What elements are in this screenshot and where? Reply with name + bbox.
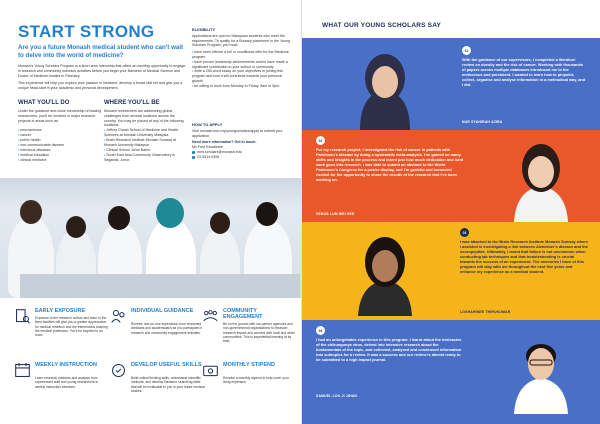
contact-email[interactable]: med.scholars@monash.edu <box>197 149 242 154</box>
student-head <box>20 200 42 224</box>
list-item: • be willing to work from Monday to Friday, 8am to 5pm. <box>192 84 292 89</box>
benefit-develop-skills <box>110 362 205 412</box>
testimonials-title: WHAT OUR YOUNG SCHOLARS SAY <box>322 22 442 29</box>
list-item: • clinical medicine. <box>18 158 102 163</box>
list-item: • write a 250-word essay on your objectives in joining this program and how it will contribute towards your personal growth <box>192 69 292 83</box>
testimonial-quote: I had an unforgettable experience in this program. I learnt about the intricacies of the chikungunya virus, delved into intensive research about the fundamentals of the topic, and collected, analysed and condensed information into subtopics for a review. It was a success and our review is almost ready to be submitted to a high impact journal. <box>316 337 462 362</box>
benefit-weekly-instruction <box>14 362 109 412</box>
benefit-heading: MONTHLY STIPEND <box>223 362 275 368</box>
student-head <box>210 212 230 234</box>
where-you-be-heading: WHERE YOU'LL BE <box>104 100 160 106</box>
intro-text <box>18 64 188 94</box>
benefit-text: Be on the ground with our partner agencies and non-governmental organisations to measure research impact and connect with local and wider communities. This is experiential learning at its best. <box>223 322 296 344</box>
research-areas-list <box>18 128 102 163</box>
contact-phone-row[interactable] <box>192 155 292 160</box>
testimonial-band <box>302 130 600 222</box>
contact-phone[interactable]: 03-5514 6306 <box>197 154 220 159</box>
testimonial-quote: With the guidance of our supervisors, I completed a literature review on obesity and the risk of cancer. Working with thousands of papers across multiple databases introduced me to the meticulous and persistent. I wanted to learn how to pinpoint, collect, organise and analyse information in a methodical way, and I did. <box>462 57 586 87</box>
testimonial-number: 04 <box>316 326 325 335</box>
testimonial-number: 01 <box>462 46 471 55</box>
community-icon <box>202 308 219 325</box>
student-head <box>256 202 278 226</box>
benefit-heading: WEEKLY INSTRUCTION <box>35 362 98 368</box>
scholar-portrait <box>346 44 424 130</box>
scholar-name: SAMUEL LOK JI JIHAN <box>316 394 358 398</box>
contact-name: Ms Fred Kinsaleem <box>192 145 223 150</box>
scholar-portrait <box>502 136 580 222</box>
apply-heading: HOW TO APPLY <box>192 122 223 127</box>
lab-bench <box>20 274 300 298</box>
what-you-do-text: Under the guidance and close mentorship of leading researchers, you'll be involved in major research projects in areas such as: <box>18 109 102 123</box>
list-item: • South East Asia Community Observatory in Segamat, Johor. <box>104 153 188 163</box>
eligibility-list <box>192 50 292 88</box>
testimonial-band <box>302 320 600 424</box>
list-item: • Brain Research Institute Monash Sunway at Monash University Malaysia <box>104 138 188 148</box>
testimonial-number: 02 <box>316 136 325 145</box>
skills-icon <box>110 362 127 379</box>
intro-paragraph: This experience will help you explore your passion in medicine, develop a broad skill set and give you a unique head-start in your academic and personal development. <box>18 81 183 91</box>
student-hijab <box>156 198 184 228</box>
page-title: START STRONG <box>18 22 155 41</box>
benefit-text: Receive a monthly stipend to help cover your living expenses. <box>223 376 289 385</box>
student-head <box>66 216 86 238</box>
scholar-name: LOSHAHINEE THIRUKUMAR <box>460 310 511 314</box>
testimonial-number: 03 <box>460 228 469 237</box>
scholar-portrait <box>346 230 424 316</box>
benefit-community-engagement <box>202 308 297 360</box>
list-item: • infectious diseases <box>18 148 102 153</box>
testimonial-band <box>302 222 600 320</box>
benefit-text: Exposure to the research culture and learn in the fixed facilities will give you a greater appreciation for medical research and the tremendous shaping the medical profession. You'll be inspired to do more. <box>35 316 108 338</box>
email-icon <box>192 151 195 154</box>
eligibility-heading: ELIGIBILITY <box>192 27 216 32</box>
list-item: • public health <box>18 138 102 143</box>
lab-shelf <box>0 178 302 208</box>
what-you-do-heading: WHAT YOU'LL DO <box>18 100 70 106</box>
tagline: Are you a future Monash medical student who can't wait to delve into the world of medicine? <box>18 44 184 59</box>
apply-section <box>192 123 292 160</box>
benefit-text: Receive one-on-one supervision from renowned clinicians and academicians as you participate in research and community engagement activities. <box>131 322 203 335</box>
eligibility-section <box>192 28 292 91</box>
list-item: • cancer <box>18 133 102 138</box>
list-item: • have proven leadership achievements and/or have made a significant contribution to your school or community <box>192 60 292 70</box>
testimonial-quote: For my research project, I investigated the risk of cancer in patients with Parkinson's disease by doing a systematic meta-analysis. I've gained so many skills and insights in the process and learnt just how much dedication and hard work goes into research. I was able to submit an abstract to the World Parkinson's Congress for a poster display, and I'm grateful and honoured excited for the opportunity to share the results of the research that I've been working on. <box>316 147 464 182</box>
testimonial-band <box>302 38 600 130</box>
benefit-text: Build critical thinking skills, understand scientific methods, and develop literature searching skills that will be invaluable to you in your future medical studies. <box>131 376 205 393</box>
benefit-heading: EARLY EXPOSURE <box>35 308 86 314</box>
list-item: • Jeffrey Cheah School of Medicine and Health Sciences at Monash University Malaysia <box>104 128 188 138</box>
testimonial-quote: I was attached to the Brain Research Institute Monash Sunway where I assisted in investigating a link between Alzheimer's disease and the neuropeptide. Ultimately, I learnt that failure is not uncommon when conducting lab techniques and that troubleshooting is crucial towards the success of an experiment. The memories I have of this program will stay with me throughout the next five years and enhance my experience as a medical student. <box>460 239 588 274</box>
list-item: • neuroscience <box>18 128 102 133</box>
locations-list <box>104 128 188 163</box>
benefit-heading: DEVELOP USEFUL SKILLS <box>131 362 202 368</box>
scholar-portrait <box>502 328 580 414</box>
stipend-icon <box>202 362 219 379</box>
benefit-individual-guidance <box>110 308 205 360</box>
guidance-icon <box>110 308 127 325</box>
eligibility-text: Applications are open to Malaysian students who meet the requirements. To qualify for a Bursary placement in the Young Scholars Program, you must: <box>192 33 291 48</box>
benefit-heading: INDIVIDUAL GUIDANCE <box>131 308 194 314</box>
phone-icon <box>192 156 195 159</box>
list-item: • medical education <box>18 153 102 158</box>
students-photo <box>0 178 302 298</box>
benefit-early-exposure <box>14 308 109 360</box>
right-page <box>302 0 600 424</box>
benefit-text: Learn research methods and analysis from experienced staff and young researchers in weekly instruction sessions. <box>35 376 99 389</box>
exposure-icon <box>14 308 31 325</box>
where-you-be-text: Monash researchers are addressing global challenges from several locations across the country. You may be placed at any of the following locations: <box>104 109 184 128</box>
apply-text[interactable]: Visit monash.edu.my/youngscholars/apply to submit your application. <box>192 128 283 138</box>
more-info: Need more information? Get in touch. <box>192 140 257 145</box>
list-item: • Clinical School Johor Bahru <box>104 148 188 153</box>
list-item: • non-communicable disease <box>18 143 102 148</box>
scholar-name: NUR SYAHIRAH AZIRA <box>462 120 503 124</box>
scholar-name: VENUS LUM WEI XEE <box>316 212 355 216</box>
student-head <box>108 206 130 230</box>
list-item: • have been offered a full or conditional offer for the Medicine program <box>192 50 292 60</box>
benefit-heading: COMMUNITY ENGAGEMENT <box>223 308 263 321</box>
instruction-icon <box>14 362 31 379</box>
intro-paragraph: Monash's Young Scholars Program is a short-term internship that offers an exciting opportunity to engage in research and community outreach activities before you begin your Bachelor of Medical Science and Doctor of Medicine studies in February. <box>18 64 186 78</box>
benefit-monthly-stipend <box>202 362 297 412</box>
